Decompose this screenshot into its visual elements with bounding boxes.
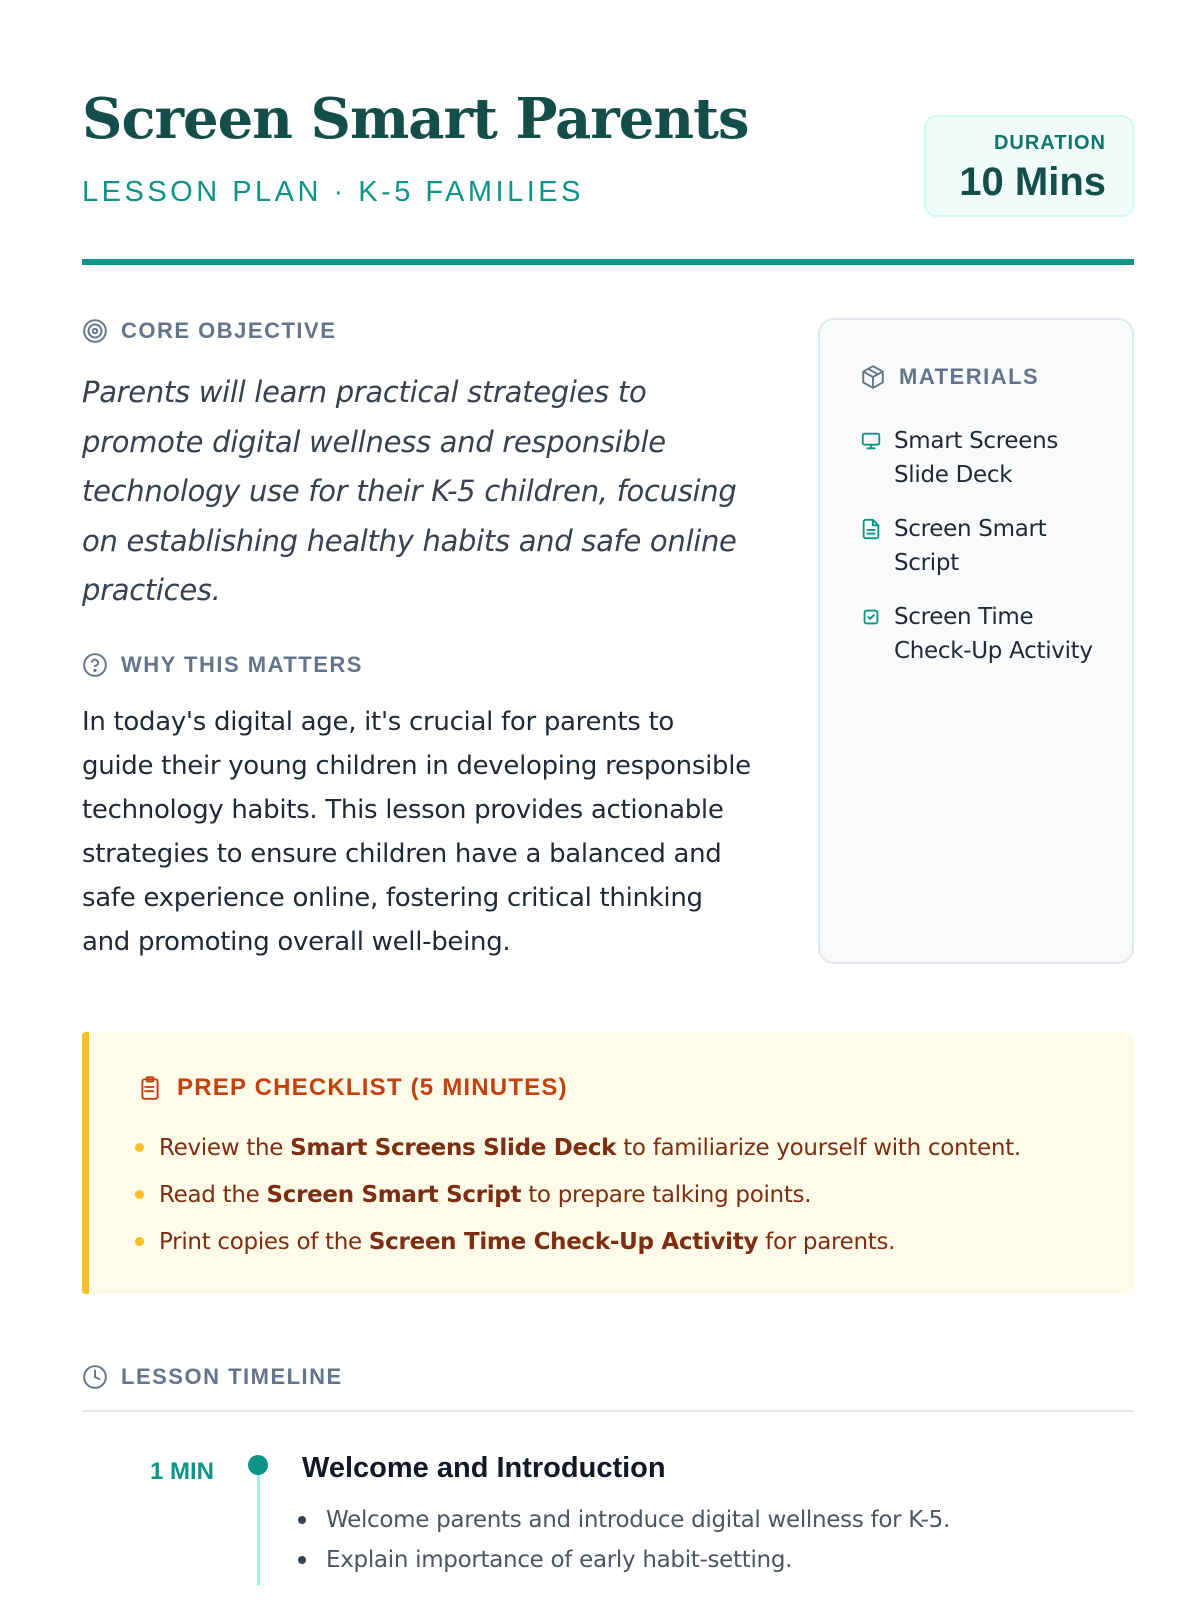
bullet (135, 1143, 144, 1152)
prep-item-material: Screen Time Check-Up Activity (368, 1228, 759, 1255)
timeline-step-title: Welcome and Introduction (302, 1452, 666, 1484)
timeline-point (298, 1500, 950, 1540)
page-header (82, 84, 1134, 264)
prep-item-text: for parents. (765, 1228, 896, 1255)
page-subtitle: LESSON PLAN · K-5 FAMILIES (82, 176, 584, 208)
duration-badge (924, 115, 1134, 217)
materials-heading (860, 364, 1039, 390)
checkbox-icon (860, 606, 882, 628)
timeline-point-text: Welcome parents and introduce digital wellness for K-5. (326, 1507, 950, 1533)
bullet (298, 1556, 306, 1564)
objective-heading-label: CORE OBJECTIVE (121, 318, 337, 343)
material-item (860, 512, 1110, 580)
timeline-heading (82, 1364, 343, 1390)
page-title: Screen Smart Parents (82, 86, 749, 152)
bullet (135, 1237, 144, 1246)
materials-heading-label: MATERIALS (899, 364, 1040, 389)
timeline-marker (248, 1455, 268, 1475)
duration-value: 10 Mins (959, 160, 1106, 204)
timeline-divider (82, 1410, 1134, 1412)
prep-item-text: to familiarize yourself with content. (623, 1134, 1021, 1161)
prep-item-material: Screen Smart Script (266, 1181, 522, 1208)
timeline-step-time: 1 MIN (150, 1458, 215, 1485)
prep-list (135, 1124, 1021, 1265)
target-icon (82, 318, 108, 344)
objective-heading (82, 318, 336, 344)
material-label: Screen Smart Script (894, 516, 1047, 576)
prep-item-material: Smart Screens Slide Deck (290, 1134, 617, 1161)
timeline-connector (257, 1475, 260, 1585)
material-item (860, 600, 1110, 668)
prep-item-text: to prepare talking points. (528, 1181, 812, 1208)
prep-heading (137, 1074, 568, 1102)
timeline-point-text: Explain importance of early habit-setting. (326, 1547, 793, 1573)
box-icon (860, 364, 886, 390)
materials-card (818, 318, 1134, 964)
bullet (135, 1190, 144, 1199)
material-item (860, 424, 1110, 492)
timeline-point (298, 1540, 950, 1580)
prep-item-text: Print copies of the (159, 1228, 362, 1255)
document-icon (860, 518, 882, 540)
monitor-icon (860, 430, 882, 452)
prep-heading-label: PREP CHECKLIST (5 MINUTES) (177, 1074, 568, 1101)
prep-item (135, 1171, 1021, 1218)
prep-item-text: Review the (159, 1134, 284, 1161)
timeline-step-points (298, 1500, 950, 1580)
material-label: Smart Screens Slide Deck (894, 428, 1059, 488)
objective-text: Parents will learn practical strategies to promote digital wellness and responsible technology use for their K-5 children, focusing on establishing healthy habits and safe online practices. (82, 375, 737, 607)
bullet (298, 1516, 306, 1524)
clipboard-icon (137, 1075, 163, 1101)
why-text: In today's digital age, it's crucial for parents to guide their young children in developing responsible technology habits. This lesson provides actionable strategies to ensure children have a balanced and safe experience online, fostering critical thinking and promoting overall well-being. (82, 707, 751, 957)
why-heading-label: WHY THIS MATTERS (121, 652, 363, 677)
prep-checklist (82, 1032, 1134, 1294)
prep-item-text: Read the (159, 1181, 260, 1208)
prep-item (135, 1124, 1021, 1171)
timeline-heading-label: LESSON TIMELINE (121, 1364, 343, 1389)
question-circle-icon (82, 652, 108, 678)
prep-item (135, 1218, 1021, 1265)
materials-list (860, 424, 1110, 688)
duration-label: DURATION (993, 132, 1106, 154)
clock-icon (82, 1364, 108, 1390)
why-heading (82, 652, 363, 678)
material-label: Screen Time Check-Up Activity (894, 604, 1093, 664)
header-divider (82, 259, 1134, 265)
